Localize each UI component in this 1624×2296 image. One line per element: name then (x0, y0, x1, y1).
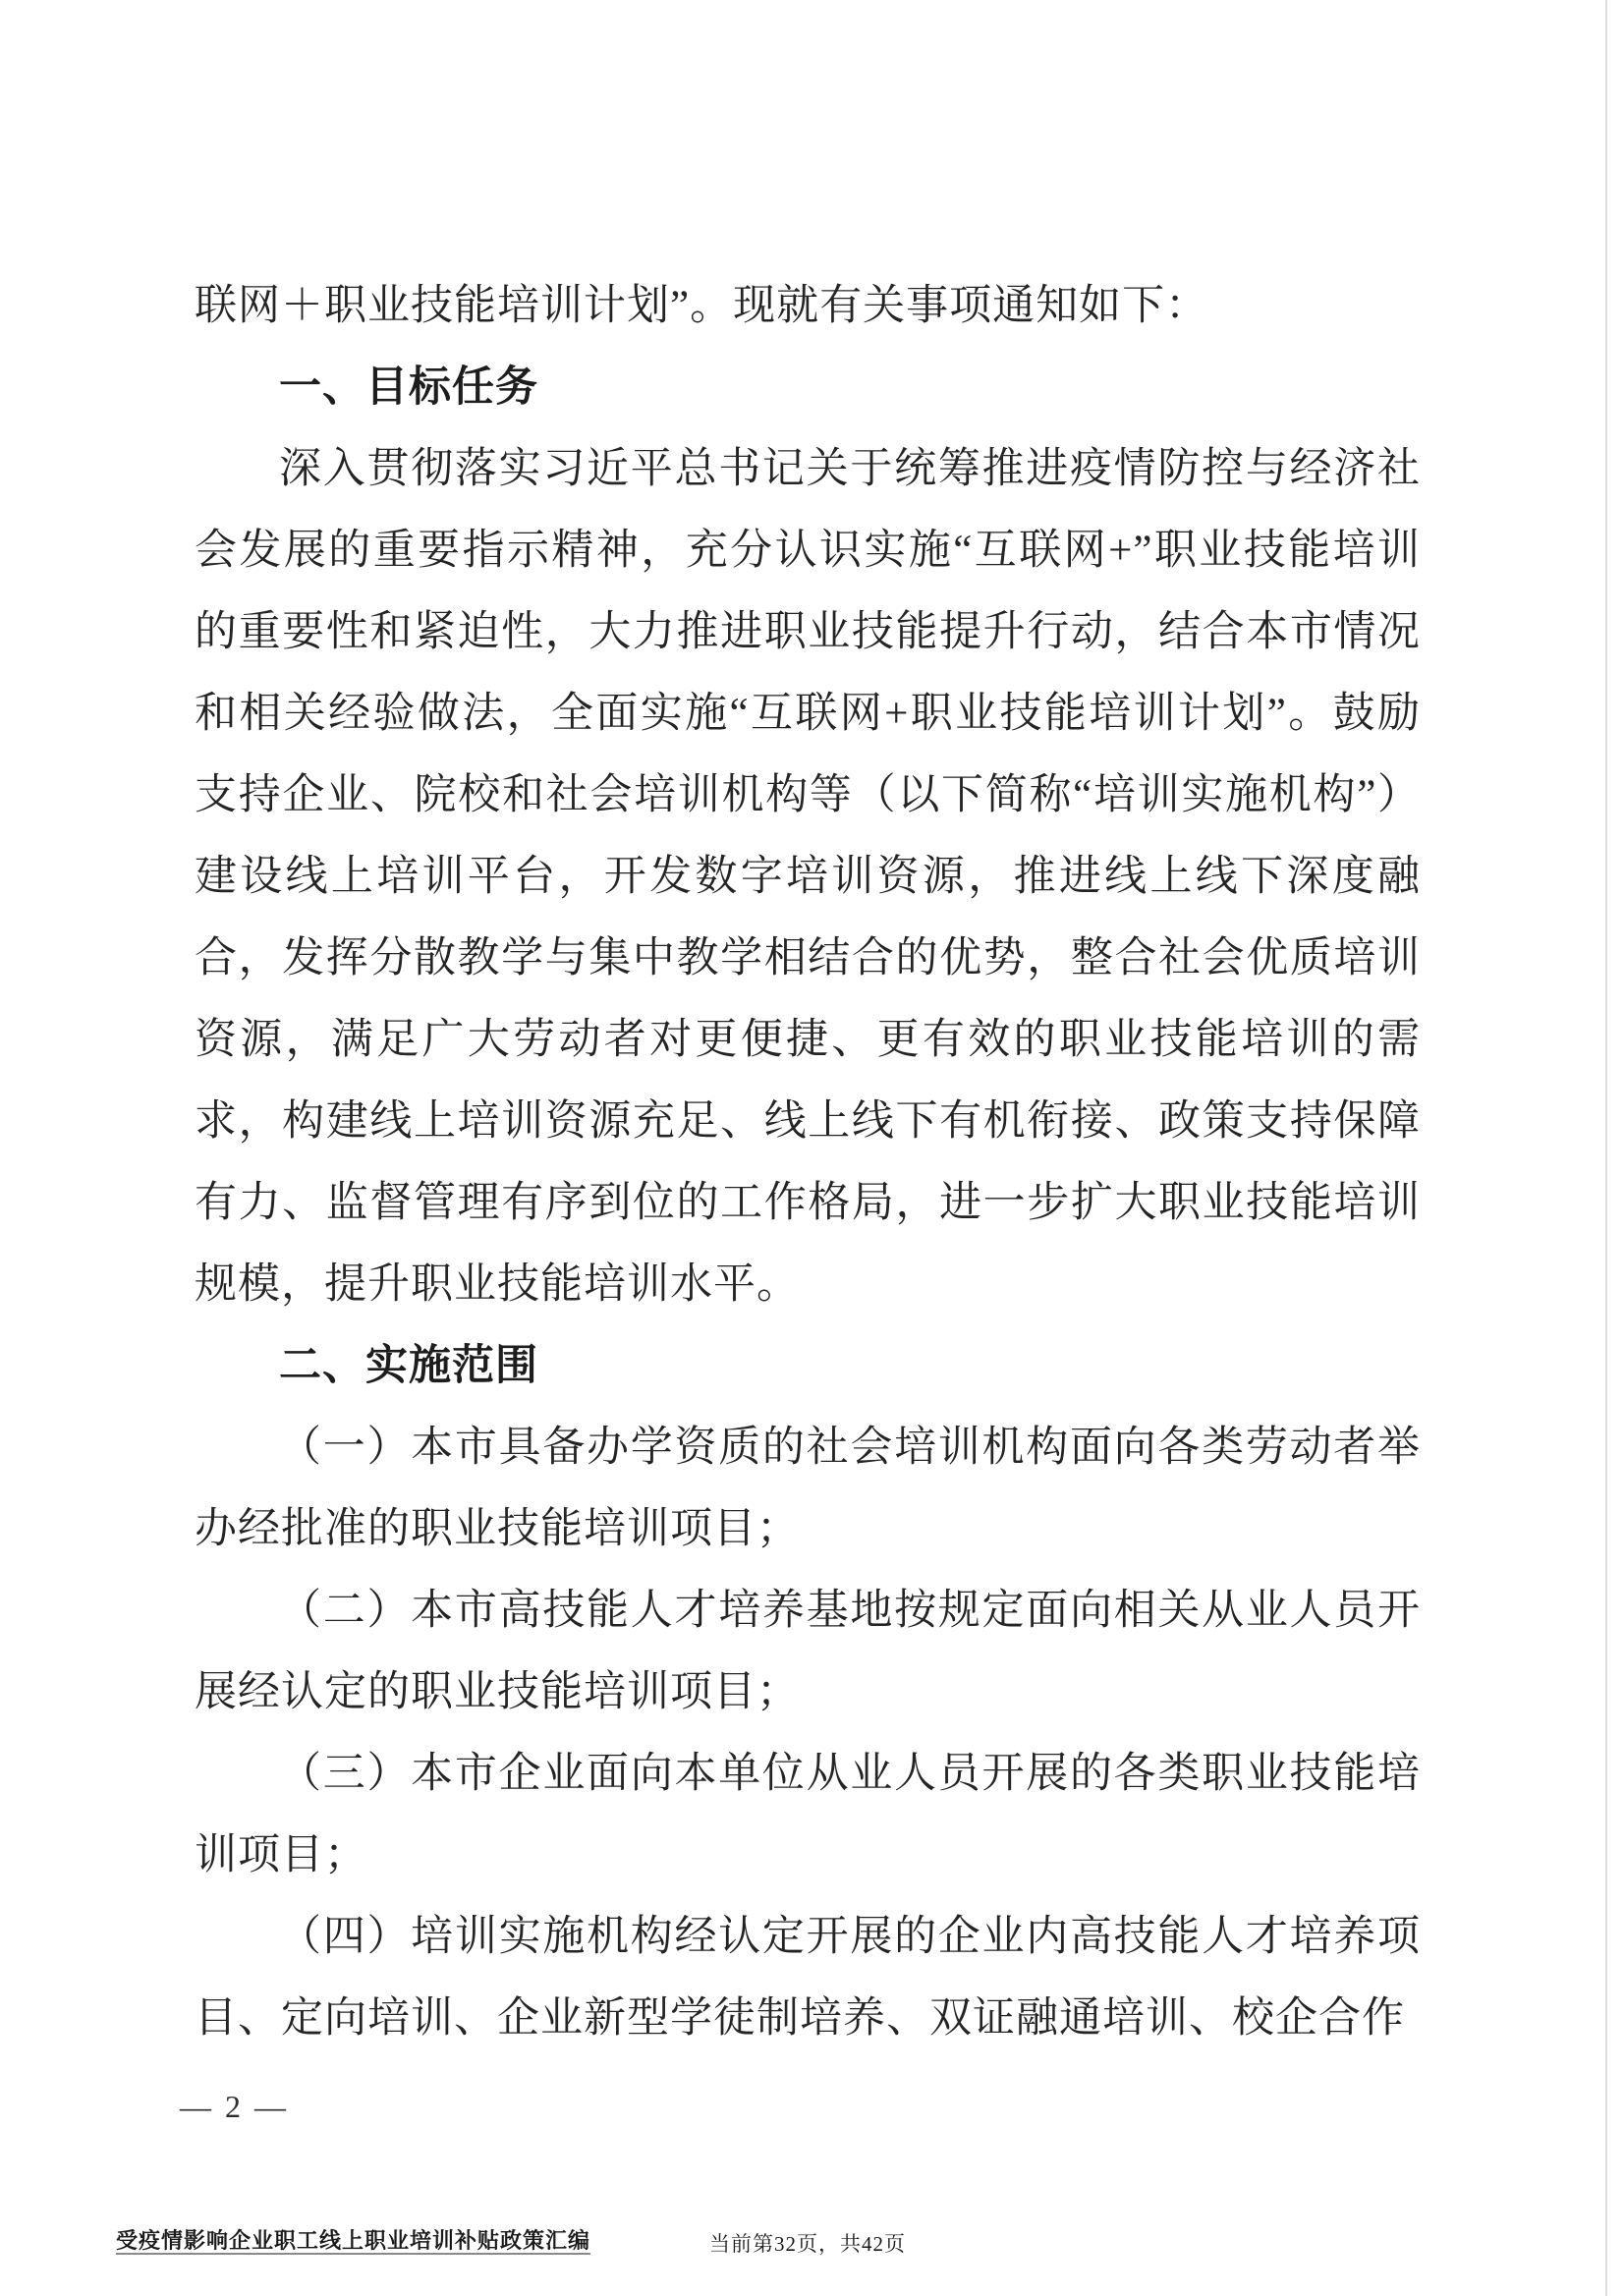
document-body (195, 265, 1421, 2059)
section-2-heading: 二、实施范围 (279, 1341, 538, 1390)
paragraph-continuation: 联网＋职业技能培训计划”。现就有关事项通知如下： (195, 283, 1209, 329)
page-number: — 2 — (180, 2089, 289, 2124)
section-2-item-4: （四）培训实施机构经认定开展的企业内高技能人才培养项目、定向培训、企业新型学徒制培养、双证融通培训、校企合作 (195, 1914, 1421, 2042)
section-2-item-1: （一）本市具备办学资质的社会培训机构面向各类劳动者举办经批准的职业技能培训项目； (195, 1425, 1421, 1552)
section-2-item-3: （三）本市企业面向本单位从业人员开展的各类职业技能培训项目； (195, 1751, 1421, 1878)
section-1-heading: 一、目标任务 (279, 363, 538, 412)
footer-document-title: 受疫情影响企业职工线上职业培训补贴政策汇编 (116, 2229, 591, 2254)
footer-page-indicator: 当前第32页，共42页 (709, 2232, 906, 2256)
scan-edge-artifact (1605, 0, 1607, 2296)
section-1-paragraph: 深入贯彻落实习近平总书记关于统筹推进疫情防控与经济社会发展的重要指示精神，充分认识实施“互联网+”职业技能培训的重要性和紧迫性，大力推进职业技能提升行动，结合本市情况和相关经验做法，全面实施“互联网+职业技能培训计划”。鼓励支持企业、院校和社会培训机构等（以下简称“培训实施机构”）建设线上培训平台，开发数字培训资源，推进线上线下深度融合，发挥分散教学与集中教学相结合的优势，整合社会优质培训资源，满足广大劳动者对更便捷、更有效的职业技能培训的需求，构建线上培训资源充足、线上线下有机衔接、政策支持保障有力、监督管理有序到位的工作格局，进一步扩大职业技能培训规模，提升职业技能培训水平。 (195, 446, 1421, 1308)
section-2-item-2: （二）本市高技能人才培养基地按规定面向相关从业人员开展经认定的职业技能培训项目； (195, 1588, 1421, 1715)
